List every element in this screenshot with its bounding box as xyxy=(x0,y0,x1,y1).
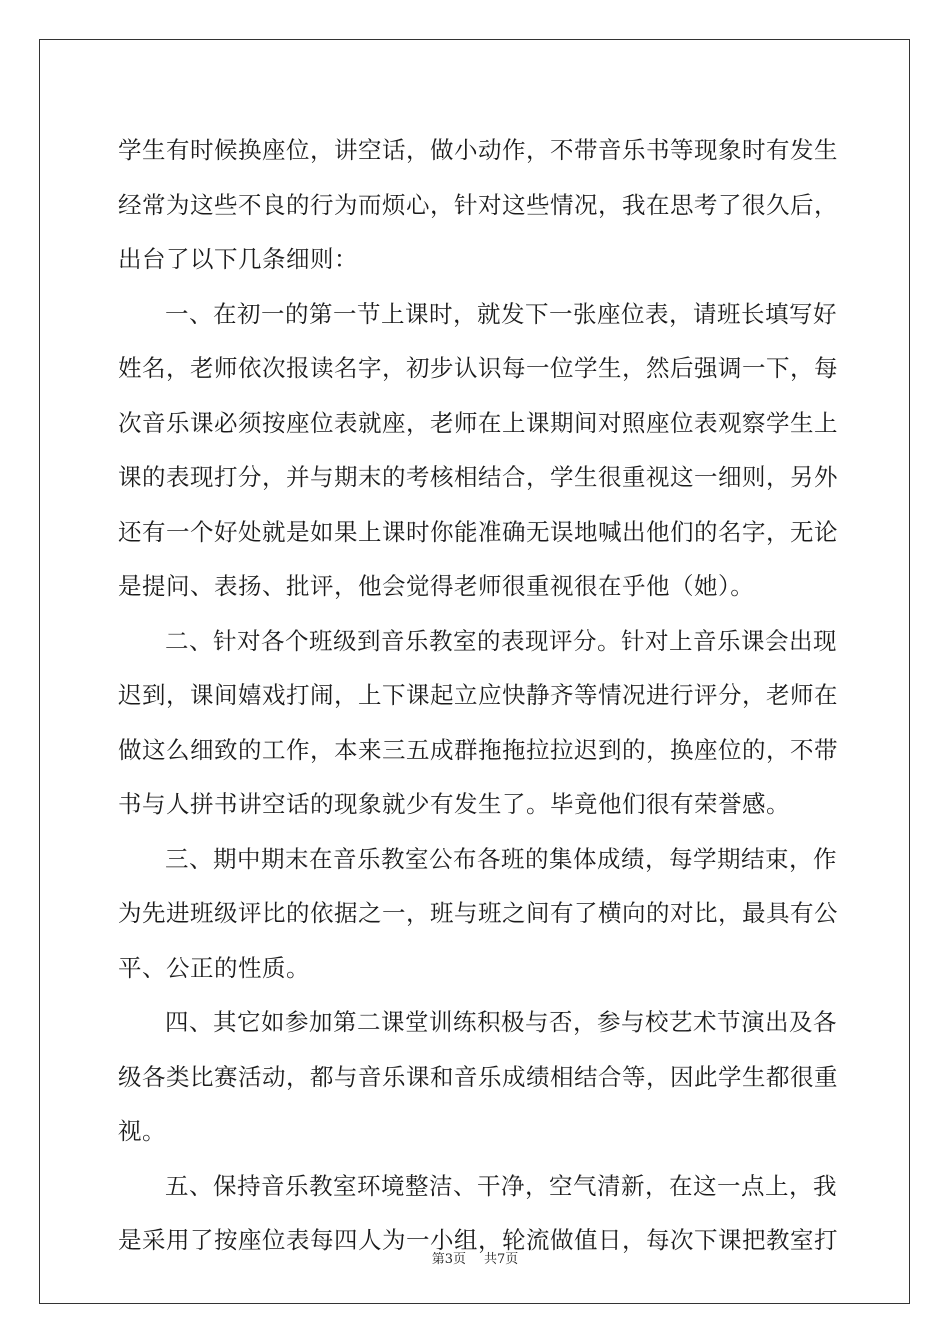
text-line: 还有一个好处就是如果上课时你能准确无误地喊出他们的名字，无论 xyxy=(118,517,838,546)
text-line: 做这么细致的工作，本来三五成群拖拖拉拉迟到的，换座位的，不带 xyxy=(118,735,838,764)
paragraph-start-line: 五、保持音乐教室环境整洁、干净，空气清新，在这一点上，我 xyxy=(165,1171,837,1200)
text-line: 书与人拼书讲空话的现象就少有发生了。毕竟他们很有荣誉感。 xyxy=(118,790,790,818)
text-line: 经常为这些不良的行为而烦心，针对这些情况，我在思考了很久后， xyxy=(118,190,838,219)
text-line: 是提问、表扬、批评，他会觉得老师很重视很在乎他（她）。 xyxy=(118,572,755,600)
page-footer xyxy=(0,1248,950,1267)
text-line: 平、公正的性质。 xyxy=(118,953,310,982)
paragraph-start-line: 三、期中期末在音乐教室公布各班的集体成绩，每学期结束，作 xyxy=(165,844,837,873)
text-line: 是采用了按座位表每四人为一小组，轮流做值日，每次下课把教室打 xyxy=(118,1226,838,1254)
document-body xyxy=(118,127,838,1272)
paragraph-start-line: 一、在初一的第一节上课时，就发下一张座位表，请班长填写好 xyxy=(165,299,837,328)
text-line: 次音乐课必须按座位表就座，老师在上课期间对照座位表观察学生上 xyxy=(118,408,838,437)
text-line: 学生有时候换座位，讲空话，做小动作，不带音乐书等现象时有发生 xyxy=(118,136,838,164)
text-line: 迟到，课间嬉戏打闹，上下课起立应快静齐等情况进行评分，老师在 xyxy=(118,681,838,709)
text-line: 视。 xyxy=(118,1117,166,1145)
text-line: 出台了以下几条细则： xyxy=(118,245,358,273)
paragraph-start-line: 四、其它如参加第二课堂训练积极与否，参与校艺术节演出及各 xyxy=(165,1008,837,1036)
text-line: 级各类比赛活动，都与音乐课和音乐成绩相结合等，因此学生都很重 xyxy=(118,1062,838,1091)
paragraph-start-line: 二、针对各个班级到音乐教室的表现评分。针对上音乐课会出现 xyxy=(165,626,837,655)
text-line: 课的表现打分，并与期末的考核相结合，学生很重视这一细则，另外 xyxy=(118,463,838,491)
page-number: 第3页 xyxy=(431,1252,466,1267)
page-total: 共7页 xyxy=(484,1252,519,1267)
text-line: 姓名，老师依次报读名字，初步认识每一位学生，然后强调一下，每 xyxy=(118,354,838,382)
text-line: 为先进班级评比的依据之一，班与班之间有了横向的对比，最具有公 xyxy=(118,899,838,927)
